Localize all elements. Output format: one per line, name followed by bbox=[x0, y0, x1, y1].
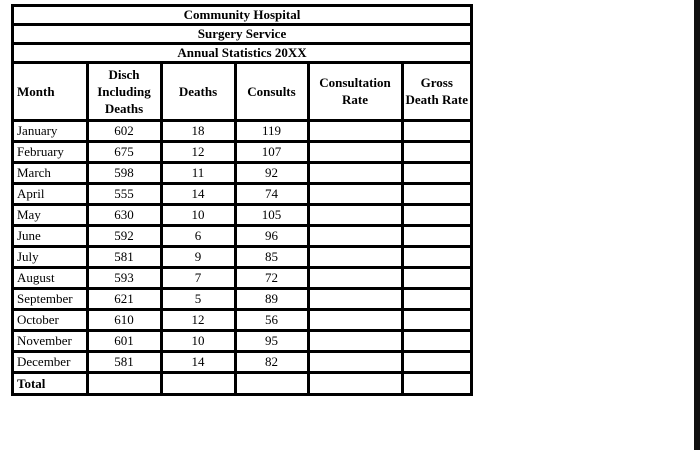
consults-cell: 107 bbox=[235, 141, 308, 162]
table-row bbox=[14, 162, 470, 183]
table-row bbox=[14, 288, 470, 309]
discharges-cell: 602 bbox=[87, 120, 161, 141]
consults-cell: 85 bbox=[235, 246, 308, 267]
table-row bbox=[14, 330, 470, 351]
month-cell: February bbox=[14, 141, 87, 162]
gross-death-rate-cell[interactable] bbox=[402, 309, 470, 330]
month-cell: August bbox=[14, 267, 87, 288]
deaths-cell: 6 bbox=[161, 225, 235, 246]
hospital-title: Community Hospital bbox=[14, 7, 470, 26]
discharges-cell: 601 bbox=[87, 330, 161, 351]
consults-cell: 56 bbox=[235, 309, 308, 330]
column-header-deaths: Deaths bbox=[161, 64, 235, 120]
consults-cell: 92 bbox=[235, 162, 308, 183]
table-row bbox=[14, 204, 470, 225]
month-cell: July bbox=[14, 246, 87, 267]
table-row bbox=[14, 309, 470, 330]
column-header-month: Month bbox=[14, 64, 87, 120]
column-header-consultation-rate: Consultation Rate bbox=[308, 64, 402, 120]
table-body bbox=[14, 120, 470, 393]
discharges-cell: 675 bbox=[87, 141, 161, 162]
discharges-cell: 610 bbox=[87, 309, 161, 330]
discharges-cell: 592 bbox=[87, 225, 161, 246]
table-row bbox=[14, 183, 470, 204]
gross-death-rate-cell[interactable] bbox=[402, 288, 470, 309]
consultation-rate-cell[interactable] bbox=[308, 141, 402, 162]
discharges-cell: 598 bbox=[87, 162, 161, 183]
statistics-table bbox=[14, 64, 470, 393]
gross-death-rate-cell[interactable] bbox=[402, 246, 470, 267]
month-cell: September bbox=[14, 288, 87, 309]
month-cell: June bbox=[14, 225, 87, 246]
gross-death-rate-cell[interactable] bbox=[402, 351, 470, 372]
gross-death-rate-cell[interactable] bbox=[402, 204, 470, 225]
consultation-rate-cell[interactable] bbox=[308, 267, 402, 288]
gross-death-rate-cell[interactable] bbox=[402, 183, 470, 204]
month-cell: April bbox=[14, 183, 87, 204]
gross-death-rate-cell[interactable] bbox=[402, 225, 470, 246]
window-edge bbox=[694, 0, 700, 450]
deaths-cell: 9 bbox=[161, 246, 235, 267]
table-header-row bbox=[14, 64, 470, 120]
discharges-cell: 630 bbox=[87, 204, 161, 225]
consultation-rate-cell[interactable] bbox=[308, 162, 402, 183]
deaths-cell: 12 bbox=[161, 141, 235, 162]
consultation-rate-cell[interactable] bbox=[308, 204, 402, 225]
table-row bbox=[14, 141, 470, 162]
deaths-cell: 10 bbox=[161, 204, 235, 225]
table-row bbox=[14, 225, 470, 246]
gross-death-rate-cell[interactable] bbox=[402, 267, 470, 288]
consultation-rate-cell[interactable] bbox=[308, 351, 402, 372]
total-consults-cell[interactable] bbox=[235, 372, 308, 393]
consultation-rate-cell[interactable] bbox=[308, 309, 402, 330]
total-label-cell: Total bbox=[14, 372, 87, 393]
table-row bbox=[14, 120, 470, 141]
deaths-cell: 14 bbox=[161, 183, 235, 204]
consultation-rate-cell[interactable] bbox=[308, 330, 402, 351]
consults-cell: 89 bbox=[235, 288, 308, 309]
deaths-cell: 10 bbox=[161, 330, 235, 351]
consults-cell: 72 bbox=[235, 267, 308, 288]
deaths-cell: 12 bbox=[161, 309, 235, 330]
discharges-cell: 555 bbox=[87, 183, 161, 204]
table-row bbox=[14, 351, 470, 372]
consultation-rate-cell[interactable] bbox=[308, 246, 402, 267]
consultation-rate-cell[interactable] bbox=[308, 183, 402, 204]
month-cell: January bbox=[14, 120, 87, 141]
consults-cell: 105 bbox=[235, 204, 308, 225]
service-title: Surgery Service bbox=[14, 26, 470, 45]
discharges-cell: 621 bbox=[87, 288, 161, 309]
consults-cell: 119 bbox=[235, 120, 308, 141]
consultation-rate-cell[interactable] bbox=[308, 120, 402, 141]
table-row bbox=[14, 246, 470, 267]
discharges-cell: 581 bbox=[87, 351, 161, 372]
consultation-rate-cell[interactable] bbox=[308, 288, 402, 309]
gross-death-rate-cell[interactable] bbox=[402, 162, 470, 183]
deaths-cell: 18 bbox=[161, 120, 235, 141]
consults-cell: 95 bbox=[235, 330, 308, 351]
total-gross-death-rate-cell[interactable] bbox=[402, 372, 470, 393]
consultation-rate-cell[interactable] bbox=[308, 225, 402, 246]
gross-death-rate-cell[interactable] bbox=[402, 330, 470, 351]
consults-cell: 96 bbox=[235, 225, 308, 246]
column-header-consults: Consults bbox=[235, 64, 308, 120]
deaths-cell: 11 bbox=[161, 162, 235, 183]
statistics-table-sheet bbox=[11, 4, 473, 396]
total-deaths-cell[interactable] bbox=[161, 372, 235, 393]
deaths-cell: 7 bbox=[161, 267, 235, 288]
report-title: Annual Statistics 20XX bbox=[14, 45, 470, 64]
deaths-cell: 5 bbox=[161, 288, 235, 309]
total-discharges-cell[interactable] bbox=[87, 372, 161, 393]
month-cell: May bbox=[14, 204, 87, 225]
month-cell: March bbox=[14, 162, 87, 183]
column-header-discharges: Disch Including Deaths bbox=[87, 64, 161, 120]
consults-cell: 82 bbox=[235, 351, 308, 372]
total-consultation-rate-cell[interactable] bbox=[308, 372, 402, 393]
gross-death-rate-cell[interactable] bbox=[402, 120, 470, 141]
column-header-gross-death-rate: Gross Death Rate bbox=[402, 64, 470, 120]
table-row bbox=[14, 267, 470, 288]
month-cell: December bbox=[14, 351, 87, 372]
gross-death-rate-cell[interactable] bbox=[402, 141, 470, 162]
month-cell: October bbox=[14, 309, 87, 330]
total-row bbox=[14, 372, 470, 393]
discharges-cell: 581 bbox=[87, 246, 161, 267]
discharges-cell: 593 bbox=[87, 267, 161, 288]
consults-cell: 74 bbox=[235, 183, 308, 204]
deaths-cell: 14 bbox=[161, 351, 235, 372]
month-cell: November bbox=[14, 330, 87, 351]
